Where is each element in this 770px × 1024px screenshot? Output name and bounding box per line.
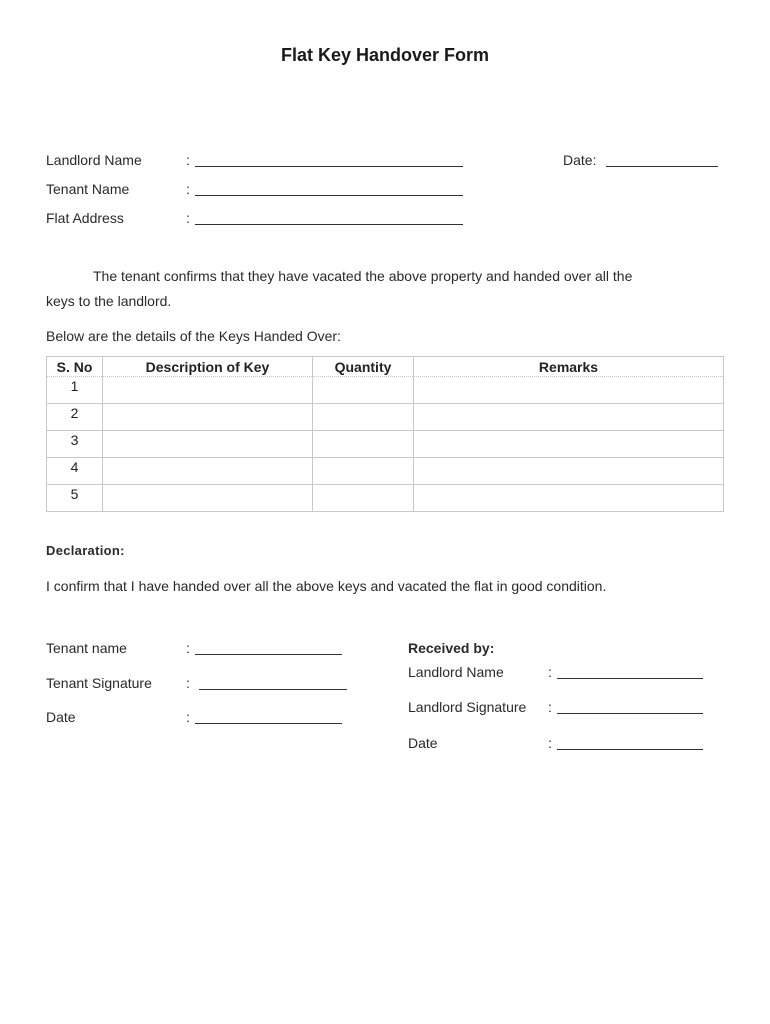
tenant-date-colon: : [186,709,190,725]
tenant-date-field[interactable] [195,711,342,724]
header-sno: S. No [47,357,103,377]
tenant-signature-label: Tenant Signature [46,675,152,691]
received-by-heading: Received by: [408,640,495,656]
table-row [47,431,724,458]
tenant-signature-colon: : [186,675,190,691]
tenant-name-colon: : [186,181,190,197]
header-description: Description of Key [103,357,313,377]
landlord-signature-label: Landlord Signature [408,699,527,715]
tenant-name-field[interactable] [195,183,463,196]
remarks-cell[interactable] [414,458,724,485]
flat-address-field[interactable] [195,212,463,225]
date-field[interactable] [606,154,718,167]
intro-text-line2: keys to the landlord. [46,293,172,309]
table-row [47,404,724,431]
landlord-date-colon: : [548,735,552,751]
sno-cell: 2 [47,404,103,431]
tenant-name-sign-field[interactable] [195,642,342,655]
declaration-heading: Declaration: [46,543,125,558]
landlord-name-sign-field[interactable] [557,666,703,679]
landlord-date-label: Date [408,735,438,751]
flat-address-colon: : [186,210,190,226]
header-remarks: Remarks [414,357,724,377]
description-cell[interactable] [103,404,313,431]
quantity-cell[interactable] [313,377,414,404]
landlord-signature-colon: : [548,699,552,715]
sno-cell: 3 [47,431,103,458]
description-cell[interactable] [103,485,313,512]
tenant-name-label: Tenant Name [46,181,130,197]
quantity-cell[interactable] [313,404,414,431]
sno-cell: 5 [47,485,103,512]
description-cell[interactable] [103,431,313,458]
quantity-cell[interactable] [313,485,414,512]
quantity-cell[interactable] [313,458,414,485]
remarks-cell[interactable] [414,485,724,512]
tenant-name-sign-label: Tenant name [46,640,127,656]
table-row [47,485,724,512]
header-quantity: Quantity [313,357,414,377]
keys-table [46,356,724,512]
landlord-name-label: Landlord Name [46,152,142,168]
declaration-text: I confirm that I have handed over all the above keys and vacated the flat in good condition. [46,578,607,594]
description-cell[interactable] [103,458,313,485]
details-heading: Below are the details of the Keys Handed Over: [46,328,341,344]
tenant-signature-field[interactable] [199,677,347,690]
remarks-cell[interactable] [414,404,724,431]
landlord-date-field[interactable] [557,737,703,750]
landlord-signature-field[interactable] [557,701,703,714]
date-label: Date: [563,152,597,168]
form-title: Flat Key Handover Form [280,45,490,65]
table-header-row [47,357,724,377]
intro-text-line1: The tenant confirms that they have vacated the above property and handed over all the [93,268,633,284]
sno-cell: 1 [47,377,103,404]
landlord-name-field[interactable] [195,154,463,167]
remarks-cell[interactable] [414,431,724,458]
table-row [47,458,724,485]
tenant-name-sign-colon: : [186,640,190,656]
landlord-name-sign-colon: : [548,664,552,680]
quantity-cell[interactable] [313,431,414,458]
description-cell[interactable] [103,377,313,404]
flat-address-label: Flat Address [46,210,124,226]
table-row [47,377,724,404]
tenant-date-label: Date [46,709,76,725]
sno-cell: 4 [47,458,103,485]
landlord-name-colon: : [186,152,190,168]
remarks-cell[interactable] [414,377,724,404]
landlord-name-sign-label: Landlord Name [408,664,504,680]
